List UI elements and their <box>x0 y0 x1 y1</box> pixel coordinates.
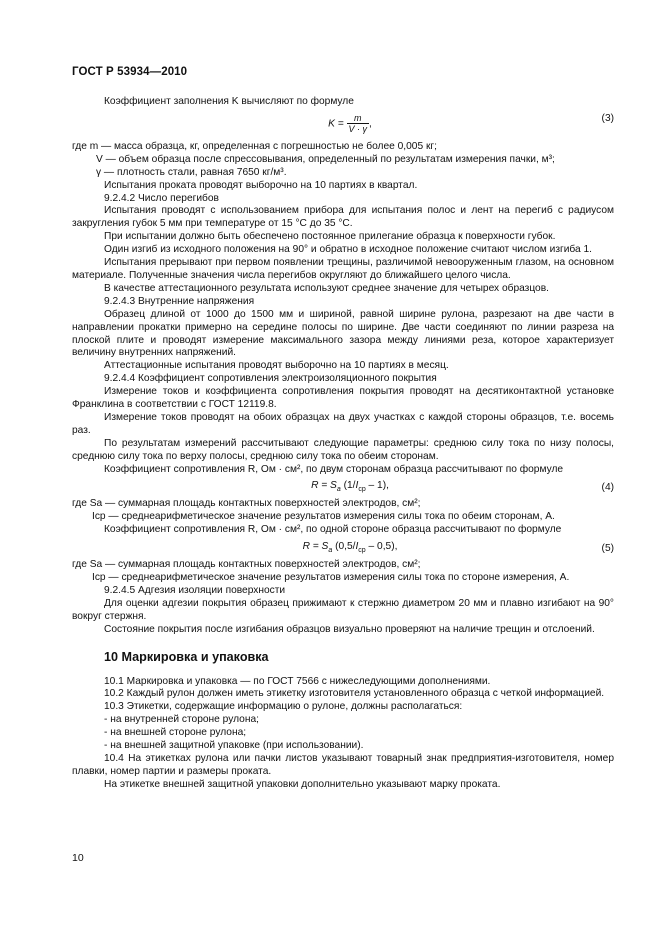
paragraph: Испытания прерывают при первом появлении трещины, различимой невооруженным глазом, на основном материале. Полученные значения числа перегибов округляют до ближайшего целого числа. <box>72 257 614 281</box>
paragraph: Коэффициент сопротивления R, Ом · см², по одной стороне образца рассчитывают по формуле <box>104 524 562 536</box>
formula-tail: , <box>369 118 372 130</box>
document-body <box>72 96 614 792</box>
definition: Iср — среднеарифметическое значение результатов измерения силы тока по обеим сторонам, А. <box>92 511 555 523</box>
definition: γ — плотность стали, равная 7650 кг/м³. <box>96 166 287 178</box>
subsection-heading: 9.2.4.2 Число перегибов <box>104 192 219 204</box>
fraction-denominator: V · γ <box>348 123 368 134</box>
paragraph: Измерение токов проводят на обоих образцах на двух участках с каждой стороны образцов, т.е. восемь раз. <box>72 411 614 436</box>
formula-text: (1/ <box>340 480 356 492</box>
paragraph: Аттестационные испытания проводят выборочно на 10 партиях в месяц. <box>104 360 449 372</box>
formula-number: (3) <box>601 112 614 124</box>
paragraph: Для оценки адгезии покрытия образец прижимают к стержню диаметром 20 мм и плавно изгибают на 90° вокруг стержня. <box>72 597 614 622</box>
paragraph: 10.4 На этикетках рулона или пачки листов указывают товарный знак предприятия-изготовителя, номер плавки, номер партии и размеры проката. <box>72 752 614 777</box>
definition: где m — масса образца, кг, определенная с погрешностью не более 0,005 кг; <box>72 140 437 152</box>
formula-5 <box>86 537 614 559</box>
page-number: 10 <box>72 852 84 864</box>
subsection-heading: 9.2.4.5 Адгезия изоляции поверхности <box>104 585 286 596</box>
formula-subscript: ср <box>358 547 366 555</box>
formula-text: R = S <box>311 480 337 492</box>
definition: V — объем образца после спрессовывания, определенный по результатам измерения пачки, м³; <box>96 153 555 165</box>
paragraph: Испытания проводят с использованием прибора для испытания полос и лент на перегиб с радиусом закругления губок 5 мм при температуре от 15 °С до 35 °С. <box>72 205 614 230</box>
paragraph: В качестве аттестационного результата используют среднее значение для четырех образцов. <box>104 282 549 294</box>
formula-variable: I <box>355 480 359 492</box>
definition: где Sa — суммарная площадь контактных поверхностей электродов, см²; <box>72 559 421 571</box>
formula-variable: I <box>355 541 359 553</box>
paragraph: Состояние покрытия после изгибания образцов визуально проверяют на наличие трещин и отслоений. <box>104 623 595 635</box>
paragraph: 10.1 Маркировка и упаковка — по ГОСТ 7566 с нижеследующими дополнениями. <box>104 675 491 687</box>
list-item: - на внутренней стороне рулона; <box>104 714 259 726</box>
formula-3 <box>86 109 614 141</box>
paragraph: 10.2 Каждый рулон должен иметь этикетку изготовителя установленного образца с четкой информацией. <box>104 688 605 700</box>
paragraph: Один изгиб из исходного положения на 90° и обратно в исходное положение считают числом изгиба 1. <box>104 244 592 256</box>
section-heading: 10 Маркировка и упаковка <box>104 649 269 664</box>
subsection-heading: 9.2.4.4 Коэффициент сопротивления электроизоляционного покрытия <box>104 373 437 385</box>
paragraph: Коэффициент заполнения K вычисляют по формуле <box>104 96 354 107</box>
paragraph: Испытания проката проводят выборочно на 10 партиях в квартал. <box>104 179 418 191</box>
formula-lhs: K = <box>328 118 344 130</box>
paragraph: При испытании должно быть обеспечено постоянное прилегание образца к поверхности губок. <box>104 231 556 243</box>
paragraph: По результатам измерений рассчитывают следующие параметры: среднюю силу тока по низу полосы, среднюю силу тока по верху полосы, среднюю силу тока по обеим сторонам. <box>72 437 614 462</box>
formula-text: (0,5/ <box>332 541 356 553</box>
formula-text: – 1), <box>365 480 389 492</box>
list-item: - на внешней стороне рулона; <box>104 727 247 739</box>
document-header: ГОСТ Р 53934—2010 <box>72 66 188 78</box>
fraction-numerator: m <box>347 113 370 124</box>
formula-subscript: ср <box>358 486 366 494</box>
formula-number: (4) <box>601 482 614 494</box>
paragraph: 10.3 Этикетки, содержащие информацию о рулоне, должны располагаться: <box>104 701 463 713</box>
formula-text: R = S <box>302 541 329 553</box>
paragraph: Образец длиной от 1000 до 1500 мм и шириной, равной ширине рулона, разрезают на две части в направлении прокатки примерно на середине полосы по ширине. Две части соединяют по линии разреза на плоской плите и проводят измерение максимального зазора между линиями реза, которое характеризует величину внутренних напряжений. <box>72 308 614 359</box>
paragraph: Коэффициент сопротивления R, Ом · см², по двум сторонам образца рассчитывают по формуле <box>104 463 564 475</box>
formula-number: (5) <box>601 543 614 555</box>
paragraph: Измерение токов и коэффициента сопротивления покрытия проводят на десятиконтактной установке Франклина в соответствии с ГОСТ 12119.8. <box>72 386 614 411</box>
formula-fraction <box>347 113 370 135</box>
formula-4 <box>86 476 614 498</box>
subsection-heading: 9.2.4.3 Внутренние напряжения <box>104 295 255 307</box>
definition: где Sa — суммарная площадь контактных поверхностей электродов, см²; <box>72 498 421 510</box>
definition: Iср — среднеарифметическое значение результатов измерения силы тока по стороне измерения, А. <box>92 572 570 584</box>
formula-text: – 0,5), <box>365 541 398 553</box>
list-item: - на внешней защитной упаковке (при использовании). <box>104 740 364 752</box>
formula-subscript: a <box>328 547 333 555</box>
formula-subscript: a <box>336 486 341 494</box>
paragraph: На этикетке внешней защитной упаковки дополнительно указывают марку проката. <box>104 778 501 790</box>
